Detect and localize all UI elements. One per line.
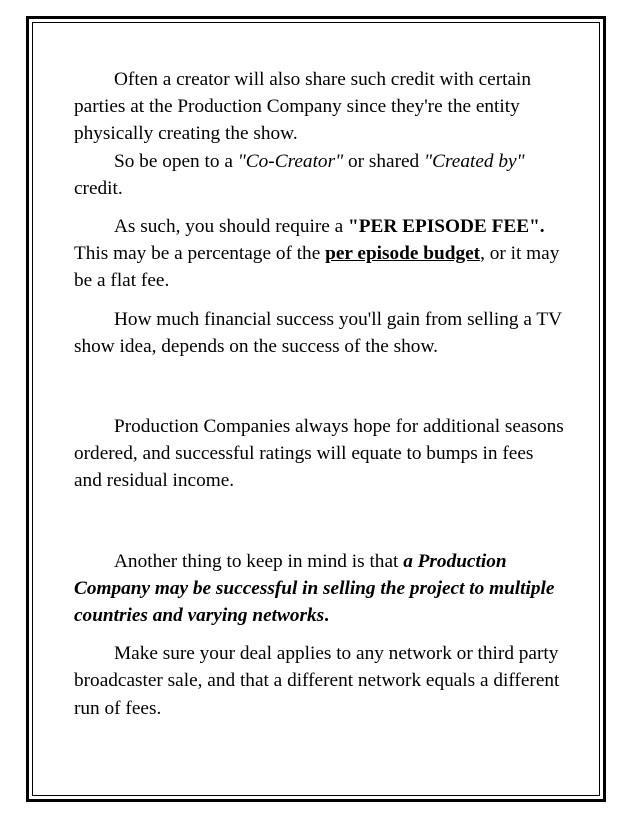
document-body [74, 66, 564, 722]
paragraph-1 [74, 66, 564, 148]
paragraph-2-text-c: or shared [343, 150, 425, 172]
paragraph-4-text: How much financial success you'll gain from selling a TV show idea, depends on the success of the show. [74, 308, 562, 357]
created-by-term: "Created by" [424, 150, 525, 172]
paragraph-1-text: Often a creator will also share such credit with certain parties at the Production Company since they're the entity physically creating the show. [74, 69, 532, 145]
per-episode-budget-term: per episode budget [325, 243, 481, 265]
paragraph-7 [74, 640, 564, 722]
paragraph-6-period: . [324, 605, 329, 627]
paragraph-5-text: Production Companies always hope for additional seasons ordered, and successful ratings will equate to bumps in fees and residual income. [74, 416, 564, 492]
per-episode-fee-term: "PER EPISODE FEE". [348, 216, 545, 238]
paragraph-2 [74, 148, 564, 202]
paragraph-3-text-a: As such, you should require a [114, 216, 349, 238]
paragraph-3 [74, 213, 564, 295]
paragraph-6 [74, 548, 564, 630]
paragraph-7-text: Make sure your deal applies to any network or third party broadcaster sale, and that a different network equals a different run of fees. [74, 643, 560, 719]
paragraph-6-text-a: Another thing to keep in mind is that [114, 550, 404, 572]
co-creator-term: "Co-Creator" [237, 150, 344, 172]
paragraph-2-text-e: credit. [74, 177, 123, 199]
paragraph-3-text-e: , or it may be a flat fee. [74, 243, 560, 292]
paragraph-4 [74, 306, 564, 360]
paragraph-3-text-c: This may be a percentage of the [74, 243, 326, 265]
production-company-emphasis: a Production Company may be successful in selling the project to multiple countries and varying networks [74, 550, 555, 627]
paragraph-5 [74, 413, 564, 495]
paragraph-2-text-a: So be open to a [114, 150, 238, 172]
